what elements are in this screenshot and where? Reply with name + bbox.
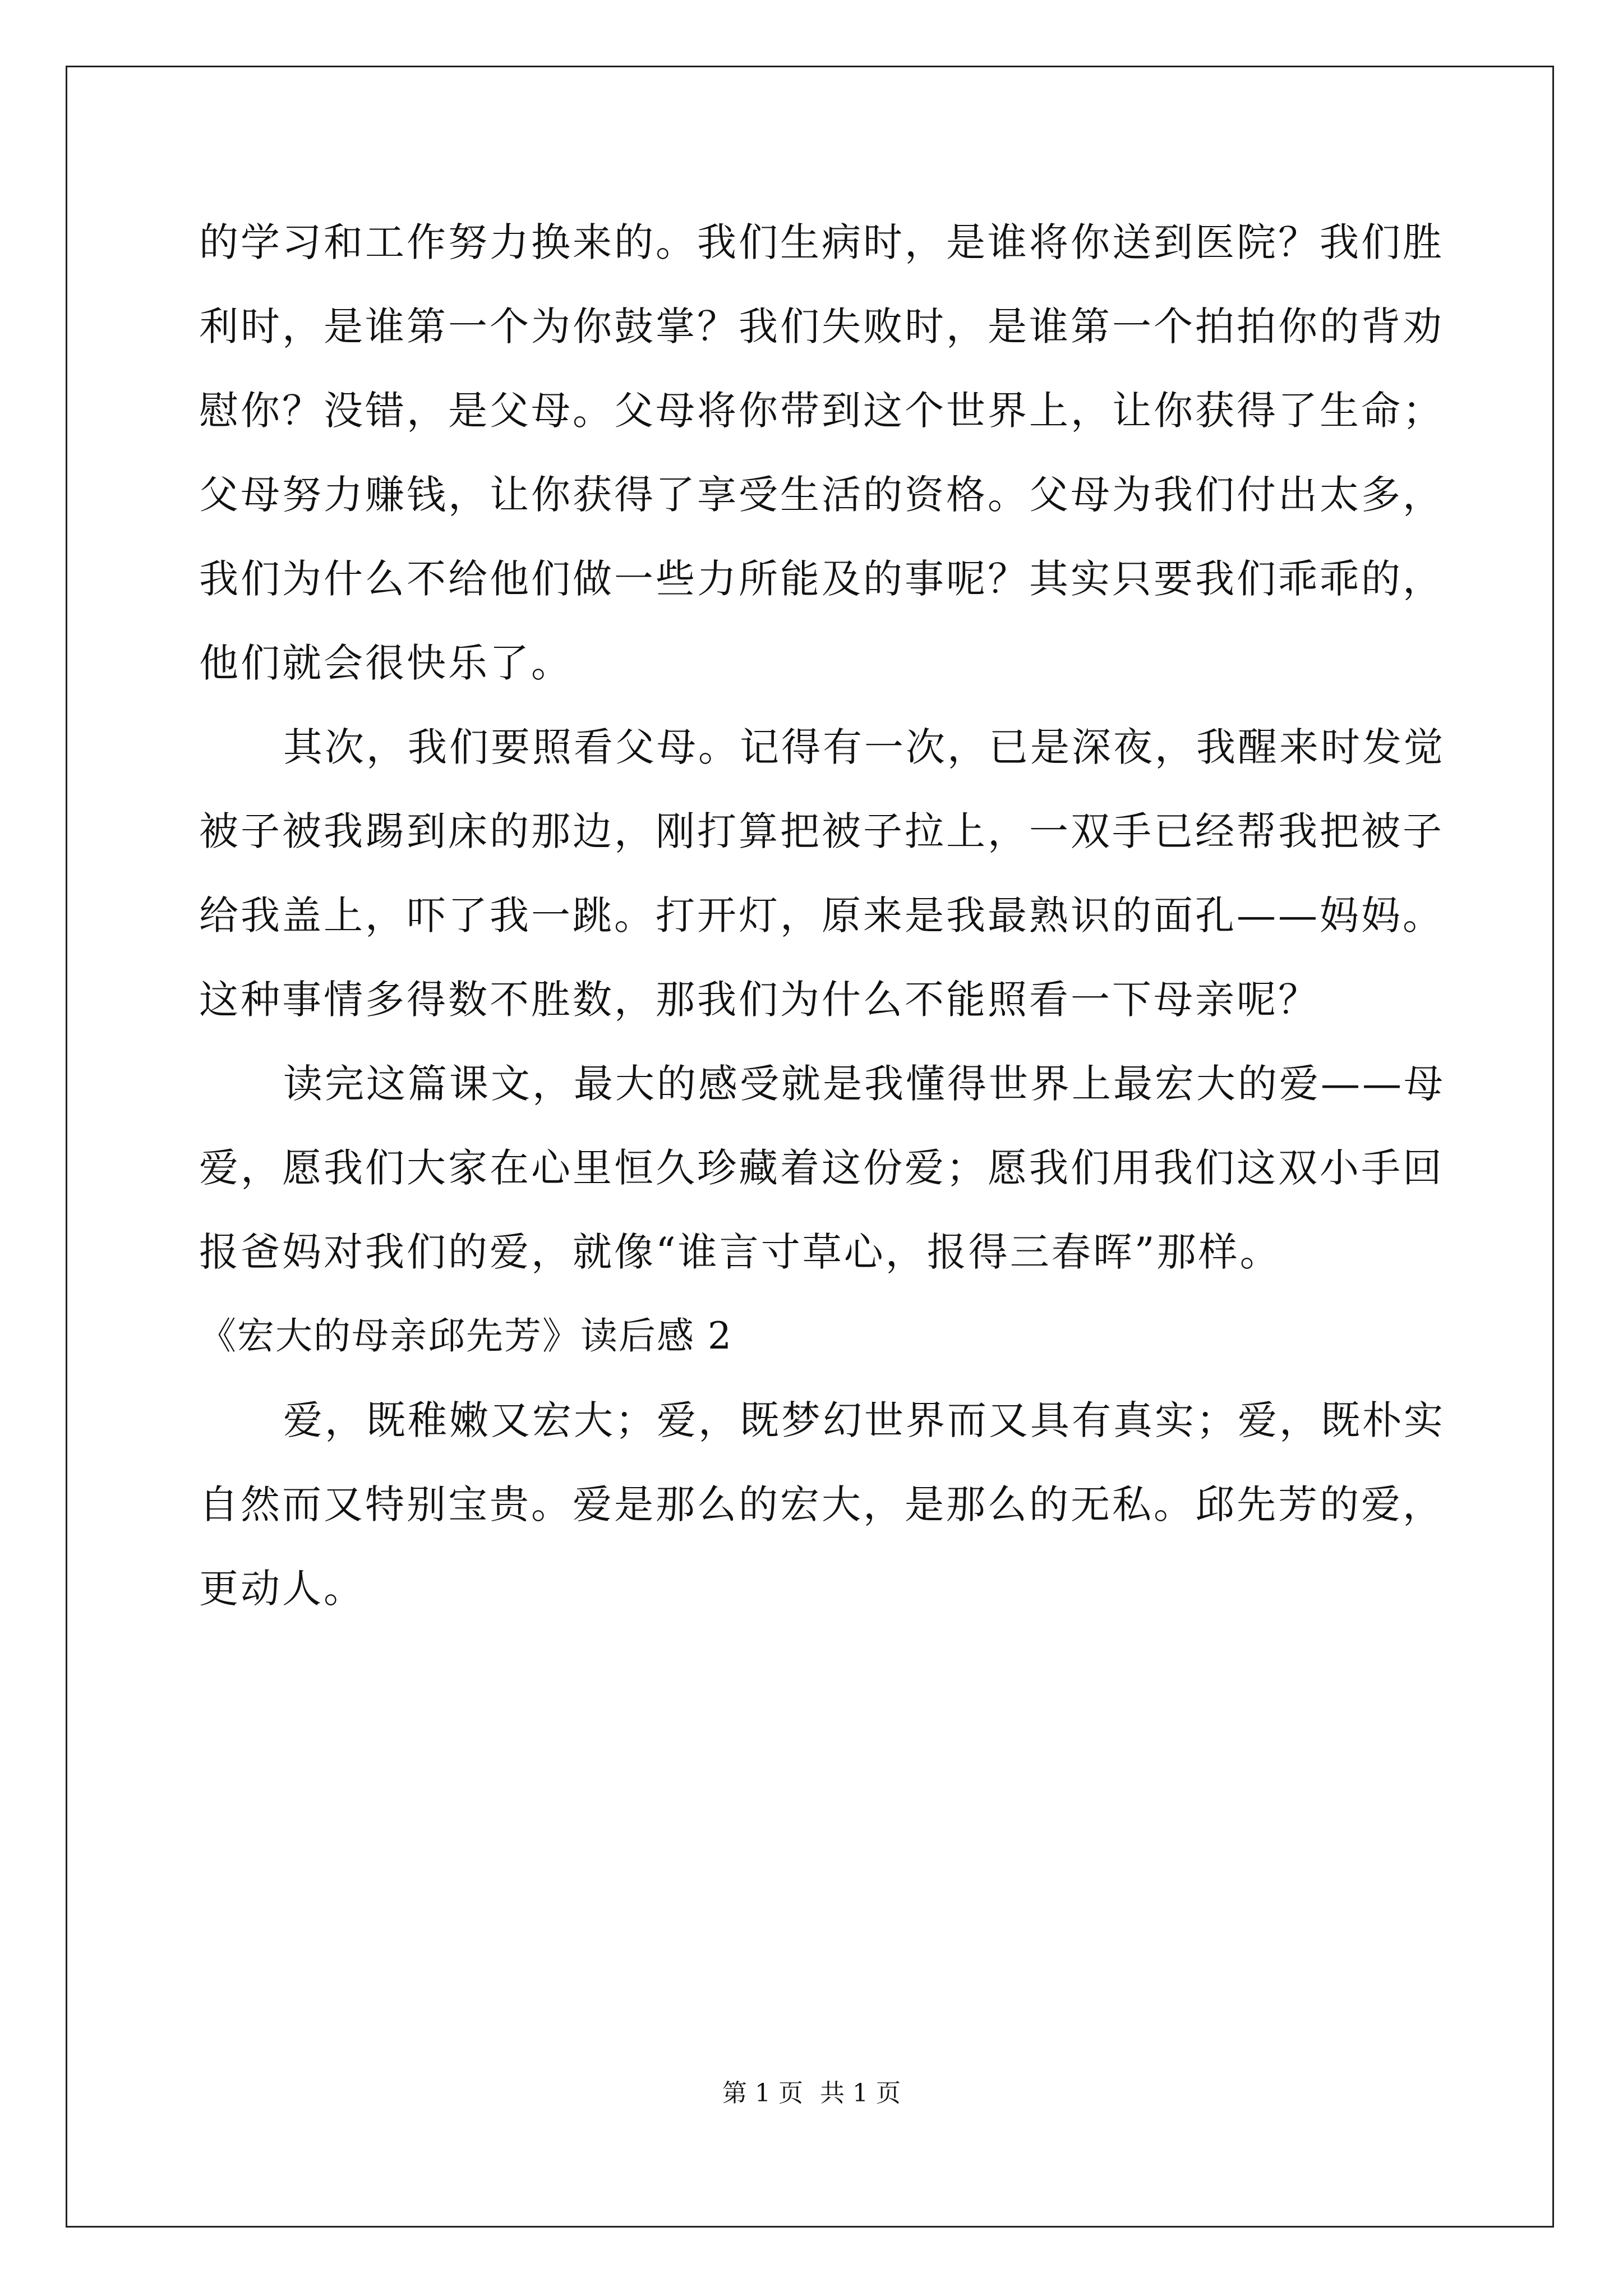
paragraph-line: 他们就会很快乐了。 <box>199 640 573 686</box>
paragraph-line: 报爸妈对我们的爱，就像“谁言寸草心，报得三春晖”那样。 <box>199 1229 1281 1275</box>
paragraph-line: 自然而又特别宝贵。爱是那么的宏大，是那么的无私。邱先芳的爱， <box>199 1481 1444 1527</box>
paragraph-line: 的学习和工作努力换来的。我们生病时，是谁将你送到医院？我们胜 <box>199 219 1444 265</box>
paragraph-line: 慰你？没错，是父母。父母将你带到这个世界上，让你获得了生命； <box>199 388 1444 434</box>
document-body <box>199 214 1445 1645</box>
page-number: 第 1 页 <box>722 2079 803 2108</box>
paragraph-line: 其次，我们要照看父母。记得有一次，已是深夜，我醒来时发觉 <box>283 724 1445 770</box>
paragraph-line: 爱，既稚嫩又宏大；爱，既梦幻世界而又具有真实；爱，既朴实 <box>283 1397 1445 1443</box>
paragraph-line: 利时，是谁第一个为你鼓掌？我们失败时，是谁第一个拍拍你的背劝 <box>199 303 1444 349</box>
paragraph-line: 被子被我踢到床的那边，刚打算把被子拉上，一双手已经帮我把被子 <box>199 808 1444 854</box>
page-total: 共 1 页 <box>820 2079 901 2108</box>
section-title: 《宏大的母亲邱先芳》读后感 2 <box>199 1314 732 1358</box>
paragraph-line: 这种事情多得数不胜数，那我们为什么不能照看一下母亲呢？ <box>199 977 1320 1023</box>
paragraph-line: 给我盖上，吓了我一跳。打开灯，原来是我最熟识的面孔——妈妈。 <box>199 892 1444 938</box>
paragraph-line: 更动人。 <box>199 1566 365 1612</box>
paragraph-line: 读完这篇课文，最大的感受就是我懂得世界上最宏大的爱——母 <box>283 1061 1445 1107</box>
paragraph-line: 父母努力赚钱，让你获得了享受生活的资格。父母为我们付出太多， <box>199 472 1444 518</box>
paragraph-line: 爱，愿我们大家在心里恒久珍藏着这份爱；愿我们用我们这双小手回 <box>199 1145 1444 1191</box>
paragraph-line: 我们为什么不给他们做一些力所能及的事呢？其实只要我们乖乖的， <box>199 556 1444 602</box>
page-footer <box>0 2073 1623 2109</box>
